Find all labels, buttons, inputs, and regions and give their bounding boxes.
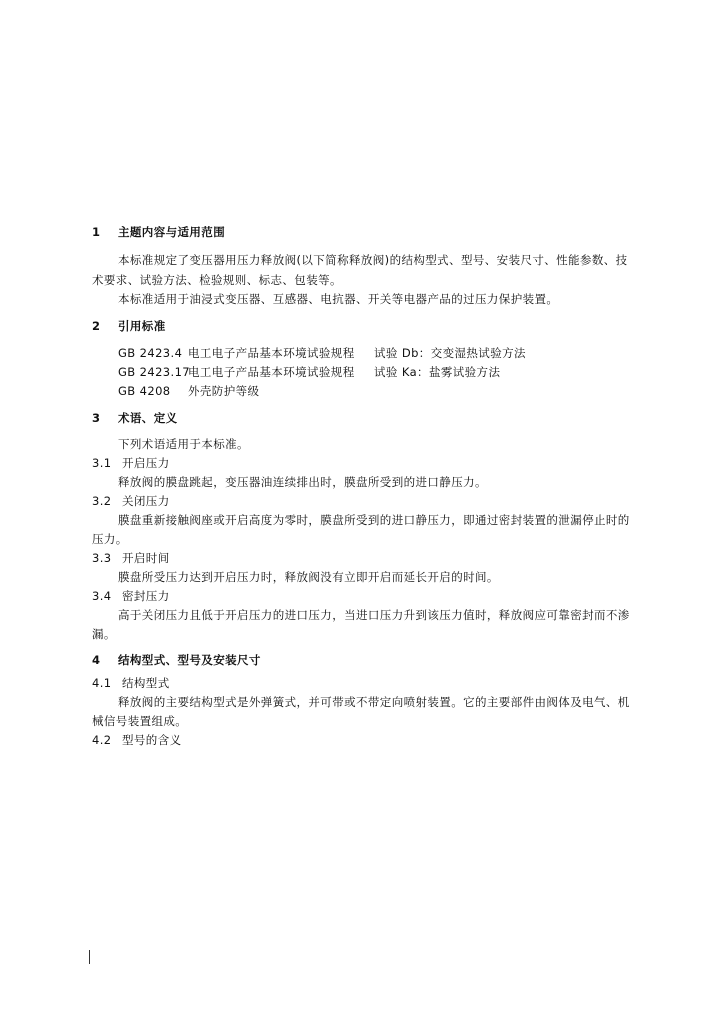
section-4-number: 4 bbox=[92, 653, 101, 667]
section-3-title: 术语、定义 bbox=[118, 411, 178, 425]
term-number: 3.4 bbox=[92, 589, 112, 603]
section-1-para-1-line-2: 术要求、试验方法、检验规则、标志、包装等。 bbox=[92, 273, 342, 287]
subsection-4-1-heading bbox=[92, 675, 170, 691]
term-definition-cont: 压力。 bbox=[92, 532, 128, 546]
subsection-4-1-line-1: 释放阀的主要结构型式是外弹簧式，并可带或不带定向喷射装置。它的主要部件由阀体及电气、机 bbox=[118, 695, 630, 709]
reference-row bbox=[118, 364, 500, 380]
scan-margin-mark bbox=[89, 950, 90, 964]
term-number: 3.2 bbox=[92, 494, 112, 508]
reference-detail: 试验 Ka：盐雾试验方法 bbox=[374, 365, 501, 379]
reference-detail: 试验 Db：交变湿热试验方法 bbox=[374, 346, 526, 360]
section-1-title: 主题内容与适用范围 bbox=[118, 225, 226, 239]
term-definition: 膜盘重新接触阀座或开启高度为零时，膜盘所受到的进口静压力，即通过密封装置的泄漏停止时的 bbox=[118, 513, 630, 527]
subsection-4-2-title: 型号的含义 bbox=[122, 733, 182, 747]
reference-row bbox=[118, 383, 259, 399]
section-2-number: 2 bbox=[92, 319, 101, 333]
reference-title: 电工电子产品基本环境试验规程 bbox=[188, 365, 355, 379]
term-definition-cont: 漏。 bbox=[92, 627, 116, 641]
term-definition: 释放阀的膜盘跳起，变压器油连续排出时，膜盘所受到的进口静压力。 bbox=[118, 475, 487, 489]
section-1-number: 1 bbox=[92, 225, 101, 239]
reference-code: GB 2423.4 bbox=[118, 346, 183, 360]
section-2-heading bbox=[92, 318, 166, 334]
section-1-heading bbox=[92, 224, 225, 240]
term-definition: 膜盘所受压力达到开启压力时，释放阀没有立即开启而延长开启的时间。 bbox=[118, 570, 499, 584]
term-name: 密封压力 bbox=[122, 589, 170, 603]
subsection-4-2-heading bbox=[92, 732, 182, 748]
term-heading bbox=[92, 550, 170, 566]
term-heading bbox=[92, 493, 170, 509]
subsection-4-2-number: 4.2 bbox=[92, 733, 112, 747]
subsection-4-1-line-2: 械信号装置组成。 bbox=[92, 714, 188, 728]
term-definition: 高于关闭压力且低于开启压力的进口压力，当进口压力升到该压力值时，释放阀应可靠密封而不渗 bbox=[118, 608, 630, 622]
reference-code: GB 2423.17 bbox=[118, 365, 191, 379]
section-3-intro: 下列术语适用于本标准。 bbox=[118, 437, 249, 451]
subsection-4-1-title: 结构型式 bbox=[122, 676, 170, 690]
section-2-title: 引用标准 bbox=[118, 319, 166, 333]
section-1-para-2: 本标准适用于油浸式变压器、互感器、电抗器、开关等电器产品的过压力保护装置。 bbox=[118, 292, 559, 306]
term-number: 3.3 bbox=[92, 551, 112, 565]
term-number: 3.1 bbox=[92, 456, 112, 470]
section-4-heading bbox=[92, 652, 261, 668]
term-heading bbox=[92, 455, 170, 471]
term-name: 关闭压力 bbox=[122, 494, 170, 508]
reference-code: GB 4208 bbox=[118, 384, 171, 398]
term-heading bbox=[92, 588, 170, 604]
reference-title: 外壳防护等级 bbox=[188, 384, 260, 398]
section-3-number: 3 bbox=[92, 411, 101, 425]
subsection-4-1-number: 4.1 bbox=[92, 676, 112, 690]
section-3-heading bbox=[92, 410, 178, 426]
reference-title: 电工电子产品基本环境试验规程 bbox=[188, 346, 355, 360]
reference-row bbox=[118, 345, 526, 361]
section-1-para-1-line-1: 本标准规定了变压器用压力释放阀(以下简称释放阀)的结构型式、型号、安装尺寸、性能参数、技 bbox=[118, 253, 628, 267]
section-4-title: 结构型式、型号及安装尺寸 bbox=[118, 653, 261, 667]
term-name: 开启压力 bbox=[122, 456, 170, 470]
term-name: 开启时间 bbox=[122, 551, 170, 565]
